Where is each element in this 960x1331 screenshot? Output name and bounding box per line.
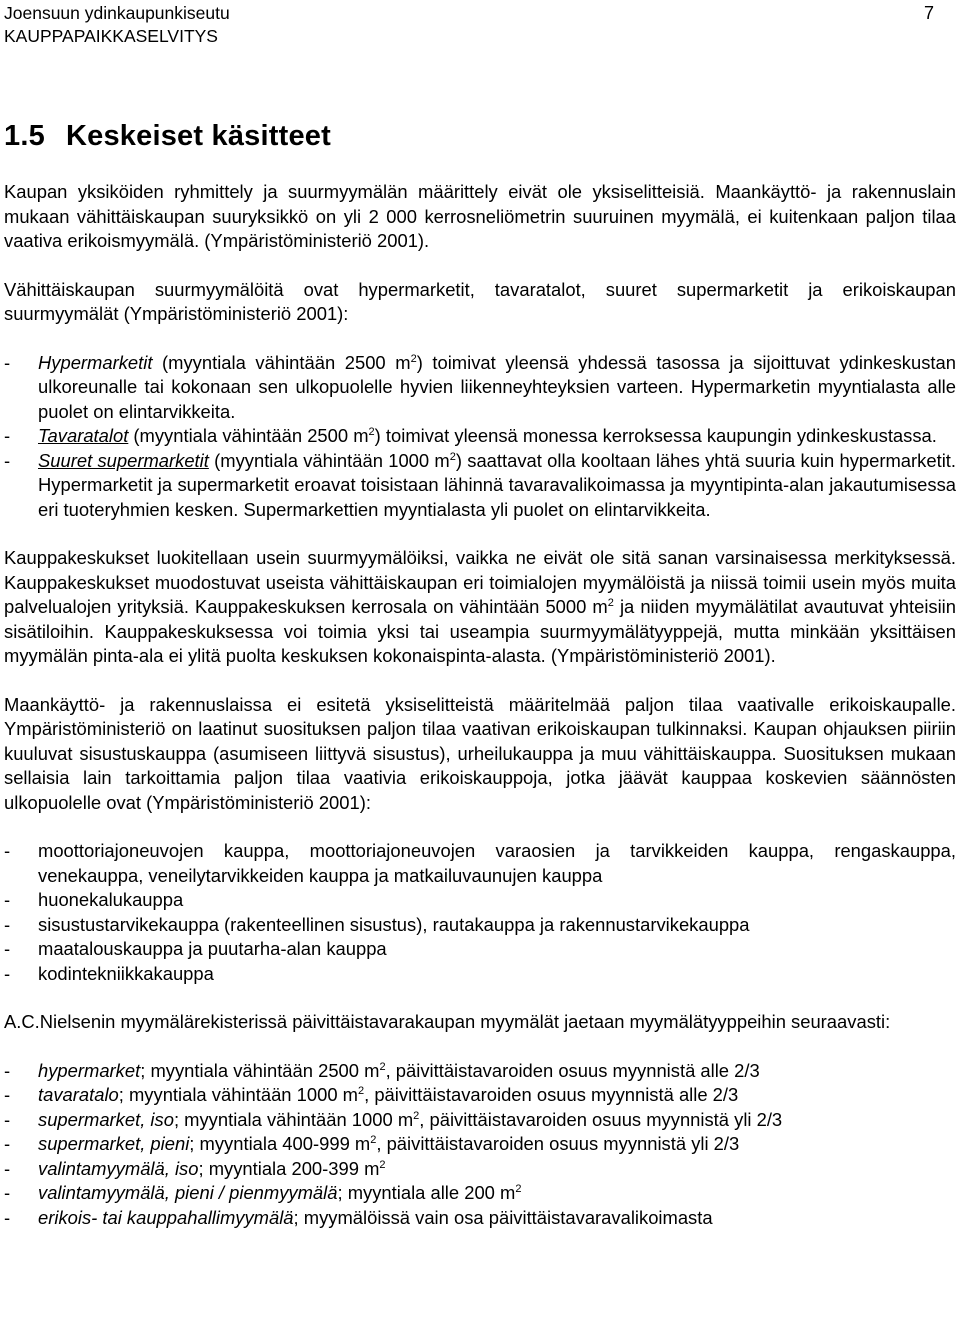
list-item: - huonekalukauppa — [4, 889, 184, 910]
term: hypermarket — [38, 1059, 141, 1081]
page-header — [4, 2, 934, 48]
term: Tavaratalot — [38, 425, 129, 446]
section-number: 1.5 — [4, 120, 45, 152]
paragraph-5: A.C.Nielsenin myymälärekisterissä päivittäistavarakaupan myymälät jaetaan myymälätyyppeihin seuraavasti: — [4, 1011, 891, 1032]
paragraph-1: Kaupan yksiköiden ryhmittely ja suurmyymälän määrittely eivät ole yksiselitteisiä. Maankäyttö- ja rakennuslain mukaan vähittäiskaupan suuryksikkö on yli 2 000 kerrosneliömetrin suuruinen myymälä, ei kuitenkaan paljon tilaa vaativa erikoismyymälä. (Ympäristöministeriö 2001). — [4, 181, 956, 251]
paragraph-4: Maankäyttö- ja rakennuslaissa ei esitetä yksiselitteistä määritelmää paljon tilaa vaativalle erikoiskaupalle. Ympäristöministeriö on laatinut suosituksen paljon tilaa vaativan erikoiskaupan tulkinnaksi. Kaupan ohjauksen piiriin kuuluvat sisustuskauppa (asumiseen liittyvä sisustus), urheilukauppa ja muu vähittäiskauppa. Suosituksen mukaan sellaisia lain tarkoittamia paljon tilaa vaativia erikoiskauppoja, jotka jäävät kauppaa koskevien säännösten ulkopuolelle ovat (Ympäristöministeriö 2001): — [4, 693, 956, 813]
section-title: Keskeiset käsitteet — [66, 120, 331, 152]
page-number: 7 — [923, 3, 934, 23]
term: Hypermarketit — [38, 351, 153, 373]
term: valintamyymälä, pieni / pienmyymälä — [38, 1182, 338, 1203]
term: valintamyymälä, iso — [38, 1157, 199, 1179]
term: tavaratalo — [38, 1084, 119, 1105]
list-item: - moottoriajoneuvojen kauppa, moottoriajoneuvojen varaosien ja tarvikkeiden kauppa, rengaskauppa, venekauppa, veneilytarvikkeiden kauppa ja matkailuvaunujen kauppa — [4, 840, 956, 886]
list-item: - supermarket, pieni; myyntiala 400-999 $m^2$, päivittäistavaroiden osuus myynnistä yli 2/3 — [4, 1133, 740, 1154]
list-item: - hypermarket; myyntiala vähintään 2500 $m^2$, päivittäistavaroiden osuus myynnistä alle 2/3 — [4, 1059, 760, 1081]
list-item: - valintamyymälä, iso; myyntiala 200-399 $m^2$ — [4, 1157, 386, 1179]
list-item: - supermarket, iso; myyntiala vähintään 1000 $m^2$, päivittäistavaroiden osuus myynnistä yli 2/3 — [4, 1108, 783, 1130]
paragraph-3: Kauppakeskukset luokitellaan usein suurmyymälöiksi, vaikka ne eivät ole sitä sanan varsinaisessa merkityksessä. Kauppakeskukset muodostuvat useista vähittäiskaupan eri toimialojen myymälöistä ja niissä toimii usein myös muita palvelualojen yrityksiä. Kauppakeskuksen kerrosala on vähintään 5000 $m^2$ ja niiden myymälätilat avautuvat yhteisiin sisätiloihin. Kauppakeskuksessa voi toimia yksi tai useampia suurmyymälätyyppejä, mutta minkään yksittäisen myymälän pinta-ala ei ylitä puolta keskuksen kokonaispinta-alasta. (Ympäristöministeriö 2001). — [4, 547, 956, 666]
list-item: - erikois- tai kauppahallimyymälä; myymälöissä vain osa päivittäistavaravalikoimasta — [4, 1206, 713, 1228]
list-item: - Tavaratalot (myyntiala vähintään 2500 $m^2$) toimivat yleensä monessa kerroksessa kaupungin ydinkeskustassa. — [4, 425, 937, 446]
list-item: - maatalouskauppa ja puutarha-alan kauppa — [4, 938, 387, 959]
list-item: - sisustustarvikekauppa (rakenteellinen sisustus), rautakauppa ja rakennustarvikekauppa — [4, 913, 750, 935]
header-doc: KAUPPAPAIKKASELVITYS — [4, 26, 218, 46]
term: supermarket, iso — [38, 1108, 174, 1130]
header-org: Joensuun ydinkaupunkiseutu — [4, 3, 230, 23]
term: supermarket, pieni — [38, 1133, 190, 1154]
list-item: - Hypermarketit (myyntiala vähintään 2500 $m^2$) toimivat yleensä yhdessä tasossa ja sijoittuvat ydinkeskustan ulkoreunalle tai kokonaan sen ulkopuolelle hyvien liikenneyhteyksien varteen. Hypermarketin myyntialasta alle puolet on elintarvikkeita. — [4, 351, 956, 422]
list-item: - Suuret supermarketit (myyntiala vähintään 1000 $m^2$) saattavat olla kooltaan lähes yhtä suuria kuin hypermarketit. Hypermarketit ja supermarketit eroavat toisistaan lähinnä tavaravalikoimassa ja myyntipinta-alan jakautumisessa eri tuoteryhmien kesken. Supermarkettien myyntialasta yli puolet on elintarvikkeita. — [4, 449, 956, 520]
term: erikois- tai kauppahallimyymälä — [38, 1206, 294, 1228]
document-body — [4, 180, 956, 1230]
list-item: - valintamyymälä, pieni / pienmyymälä; myyntiala alle 200 $m^2$ — [4, 1182, 522, 1203]
list-item: - tavaratalo; myyntiala vähintään 1000 $m^2$, päivittäistavaroiden osuus myynnistä alle 2/3 — [4, 1084, 739, 1105]
term: Suuret supermarketit — [38, 449, 209, 471]
section-heading — [4, 120, 331, 153]
list-item: - kodintekniikkakauppa — [4, 962, 214, 984]
paragraph-2: Vähittäiskaupan suurmyymälöitä ovat hypermarketit, tavaratalot, suuret supermarketit ja erikoiskaupan suurmyymälät (Ympäristöministeriö 2001): — [4, 278, 956, 324]
